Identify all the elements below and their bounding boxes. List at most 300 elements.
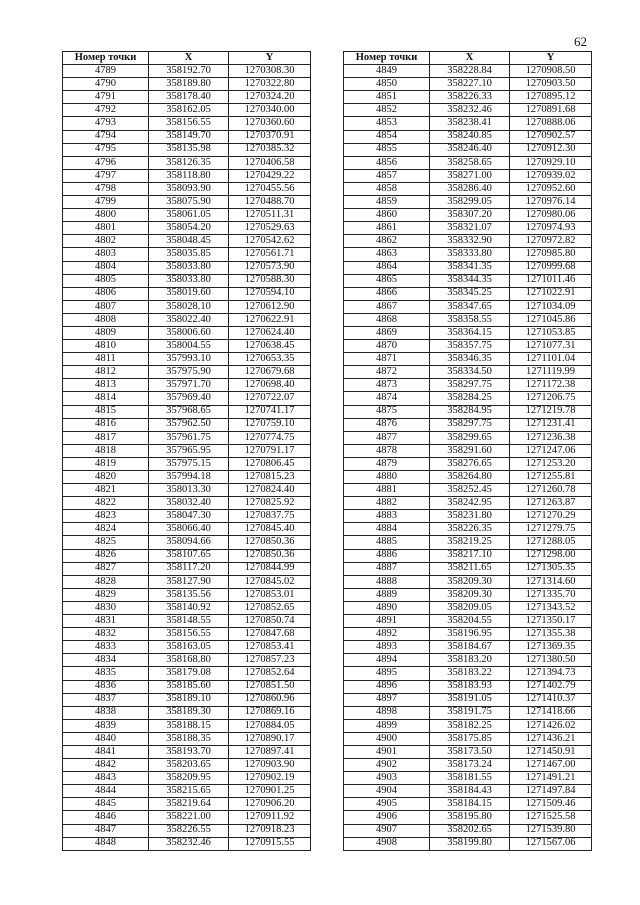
- cell-y: 1270980.06: [510, 209, 592, 222]
- cell-y: 1270791.17: [229, 444, 311, 457]
- cell-y: 1270853.41: [229, 641, 311, 654]
- cell-point-number: 4884: [344, 523, 430, 536]
- cell-y: 1270902.57: [510, 130, 592, 143]
- cell-point-number: 4892: [344, 628, 430, 641]
- cell-point-number: 4825: [63, 536, 149, 549]
- cell-point-number: 4837: [63, 693, 149, 706]
- cell-point-number: 4809: [63, 326, 149, 339]
- cell-x: 358173.24: [430, 759, 510, 772]
- cell-y: 1270952.60: [510, 182, 592, 195]
- cell-x: 358173.50: [430, 745, 510, 758]
- cell-point-number: 4906: [344, 811, 430, 824]
- cell-y: 1270976.14: [510, 196, 592, 209]
- table-row: [63, 418, 311, 431]
- cell-point-number: 4900: [344, 732, 430, 745]
- table-row: [344, 837, 592, 850]
- cell-point-number: 4839: [63, 719, 149, 732]
- cell-x: 358006.60: [149, 326, 229, 339]
- table-row: [344, 575, 592, 588]
- page-number: 62: [574, 34, 587, 49]
- cell-x: 358013.30: [149, 484, 229, 497]
- cell-x: 357969.40: [149, 392, 229, 405]
- cell-x: 358184.43: [430, 785, 510, 798]
- table-row: [344, 759, 592, 772]
- cell-x: 358297.75: [430, 379, 510, 392]
- cell-point-number: 4823: [63, 510, 149, 523]
- table-row: [63, 772, 311, 785]
- cell-x: 358184.15: [430, 798, 510, 811]
- header-point-number: Номер точки: [344, 52, 430, 65]
- cell-point-number: 4866: [344, 287, 430, 300]
- table-row: [63, 588, 311, 601]
- table-row: [63, 104, 311, 117]
- table-row: [344, 785, 592, 798]
- table-row: [344, 130, 592, 143]
- cell-y: 1270852.65: [229, 601, 311, 614]
- cell-point-number: 4886: [344, 549, 430, 562]
- table-row: [344, 772, 592, 785]
- cell-point-number: 4827: [63, 562, 149, 575]
- cell-point-number: 4834: [63, 654, 149, 667]
- cell-x: 358203.65: [149, 759, 229, 772]
- cell-x: 358178.40: [149, 91, 229, 104]
- cell-y: 1270741.17: [229, 405, 311, 418]
- table-row: [344, 484, 592, 497]
- cell-x: 358189.80: [149, 78, 229, 91]
- table-row: [63, 209, 311, 222]
- cell-y: 1270455.56: [229, 182, 311, 195]
- cell-x: 358140.92: [149, 601, 229, 614]
- table-row: [63, 405, 311, 418]
- table-row: [344, 497, 592, 510]
- cell-point-number: 4888: [344, 575, 430, 588]
- cell-y: 1271525.58: [510, 811, 592, 824]
- cell-point-number: 4882: [344, 497, 430, 510]
- table-row: [63, 274, 311, 287]
- cell-y: 1270850.74: [229, 615, 311, 628]
- cell-point-number: 4820: [63, 471, 149, 484]
- table-row: [63, 182, 311, 195]
- cell-point-number: 4795: [63, 143, 149, 156]
- cell-y: 1271236.38: [510, 431, 592, 444]
- table-row: [63, 248, 311, 261]
- cell-x: 357968.65: [149, 405, 229, 418]
- cell-x: 358048.45: [149, 235, 229, 248]
- cell-point-number: 4879: [344, 457, 430, 470]
- table-row: [63, 169, 311, 182]
- cell-y: 1270985.80: [510, 248, 592, 261]
- table-row: [344, 313, 592, 326]
- table-row: [63, 798, 311, 811]
- cell-x: 358211.65: [430, 562, 510, 575]
- cell-y: 1270918.23: [229, 824, 311, 837]
- cell-x: 357961.75: [149, 431, 229, 444]
- cell-x: 358135.98: [149, 143, 229, 156]
- cell-y: 1270929.10: [510, 156, 592, 169]
- cell-x: 358347.65: [430, 300, 510, 313]
- cell-y: 1270888.06: [510, 117, 592, 130]
- cell-point-number: 4845: [63, 798, 149, 811]
- table-row: [344, 405, 592, 418]
- cell-x: 358192.70: [149, 65, 229, 78]
- cell-y: 1271045.86: [510, 313, 592, 326]
- cell-point-number: 4833: [63, 641, 149, 654]
- table-row: [63, 130, 311, 143]
- table-row: [344, 143, 592, 156]
- cell-y: 1270624.40: [229, 326, 311, 339]
- table-row: [63, 392, 311, 405]
- cell-y: 1271288.05: [510, 536, 592, 549]
- table-row: [344, 222, 592, 235]
- cell-y: 1271206.75: [510, 392, 592, 405]
- cell-y: 1271539.80: [510, 824, 592, 837]
- table-row: [344, 824, 592, 837]
- cell-point-number: 4812: [63, 366, 149, 379]
- cell-x: 358307.20: [430, 209, 510, 222]
- cell-x: 358191.75: [430, 706, 510, 719]
- table-row: [63, 91, 311, 104]
- cell-point-number: 4848: [63, 837, 149, 850]
- cell-y: 1270815.23: [229, 471, 311, 484]
- table-row: [63, 732, 311, 745]
- cell-y: 1270429.22: [229, 169, 311, 182]
- cell-y: 1271077.31: [510, 340, 592, 353]
- cell-y: 1270912.30: [510, 143, 592, 156]
- cell-point-number: 4806: [63, 287, 149, 300]
- table-row: [63, 497, 311, 510]
- table-row: [344, 811, 592, 824]
- cell-point-number: 4864: [344, 261, 430, 274]
- cell-point-number: 4855: [344, 143, 430, 156]
- cell-y: 1270906.20: [229, 798, 311, 811]
- table-row: [344, 418, 592, 431]
- cell-x: 358299.05: [430, 196, 510, 209]
- cell-point-number: 4899: [344, 719, 430, 732]
- table-row: [63, 523, 311, 536]
- cell-point-number: 4800: [63, 209, 149, 222]
- cell-point-number: 4890: [344, 601, 430, 614]
- cell-point-number: 4801: [63, 222, 149, 235]
- cell-x: 358163.05: [149, 641, 229, 654]
- table-row: [63, 222, 311, 235]
- cell-y: 1270908.50: [510, 65, 592, 78]
- cell-x: 357971.70: [149, 379, 229, 392]
- cell-point-number: 4805: [63, 274, 149, 287]
- cell-x: 358284.25: [430, 392, 510, 405]
- cell-y: 1271380.50: [510, 654, 592, 667]
- table-row: [63, 261, 311, 274]
- cell-point-number: 4875: [344, 405, 430, 418]
- cell-x: 358284.95: [430, 405, 510, 418]
- cell-x: 358061.05: [149, 209, 229, 222]
- table-row: [63, 562, 311, 575]
- cell-x: 358227.10: [430, 78, 510, 91]
- cell-point-number: 4897: [344, 693, 430, 706]
- header-y: Y: [229, 52, 311, 65]
- table-row: [63, 575, 311, 588]
- table-row: [344, 169, 592, 182]
- cell-y: 1271410.37: [510, 693, 592, 706]
- header-x: X: [149, 52, 229, 65]
- cell-point-number: 4828: [63, 575, 149, 588]
- cell-y: 1270850.36: [229, 549, 311, 562]
- table-row: [344, 588, 592, 601]
- table-row: [344, 471, 592, 484]
- table-row: [344, 641, 592, 654]
- cell-point-number: 4797: [63, 169, 149, 182]
- cell-x: 358344.35: [430, 274, 510, 287]
- table-row: [344, 510, 592, 523]
- cell-y: 1271034.09: [510, 300, 592, 313]
- cell-x: 358193.70: [149, 745, 229, 758]
- cell-y: 1270972.82: [510, 235, 592, 248]
- table-row: [344, 615, 592, 628]
- table-row: [63, 156, 311, 169]
- table-row: [63, 431, 311, 444]
- cell-point-number: 4876: [344, 418, 430, 431]
- cell-x: 358364.15: [430, 326, 510, 339]
- cell-x: 358107.65: [149, 549, 229, 562]
- cell-point-number: 4840: [63, 732, 149, 745]
- cell-x: 358246.40: [430, 143, 510, 156]
- cell-x: 358209.05: [430, 601, 510, 614]
- table-row: [63, 117, 311, 130]
- cell-y: 1271247.06: [510, 444, 592, 457]
- cell-point-number: 4853: [344, 117, 430, 130]
- table-row: [344, 326, 592, 339]
- cell-point-number: 4791: [63, 91, 149, 104]
- cell-y: 1270824.40: [229, 484, 311, 497]
- cell-point-number: 4808: [63, 313, 149, 326]
- cell-y: 1270903.90: [229, 759, 311, 772]
- cell-x: 358228.84: [430, 65, 510, 78]
- cell-point-number: 4846: [63, 811, 149, 824]
- cell-y: 1271491.21: [510, 772, 592, 785]
- cell-y: 1270897.41: [229, 745, 311, 758]
- cell-y: 1270869.16: [229, 706, 311, 719]
- cell-point-number: 4908: [344, 837, 430, 850]
- cell-y: 1270825.92: [229, 497, 311, 510]
- cell-y: 1270857.23: [229, 654, 311, 667]
- cell-point-number: 4796: [63, 156, 149, 169]
- cell-point-number: 4830: [63, 601, 149, 614]
- cell-x: 358209.30: [430, 575, 510, 588]
- table-row: [63, 824, 311, 837]
- cell-y: 1270890.17: [229, 732, 311, 745]
- cell-y: 1271335.70: [510, 588, 592, 601]
- cell-y: 1271279.75: [510, 523, 592, 536]
- table-row: [344, 235, 592, 248]
- table-body-right: [344, 65, 592, 851]
- cell-y: 1270406.58: [229, 156, 311, 169]
- table-row: [344, 549, 592, 562]
- cell-y: 1271255.81: [510, 471, 592, 484]
- table-row: [63, 326, 311, 339]
- cell-point-number: 4807: [63, 300, 149, 313]
- table-row: [63, 444, 311, 457]
- table-row: [63, 745, 311, 758]
- cell-y: 1271263.87: [510, 497, 592, 510]
- cell-x: 358118.80: [149, 169, 229, 182]
- cell-y: 1270837.75: [229, 510, 311, 523]
- table-row: [63, 78, 311, 91]
- table-row: [344, 156, 592, 169]
- cell-point-number: 4856: [344, 156, 430, 169]
- cell-point-number: 4824: [63, 523, 149, 536]
- cell-y: 1270852.64: [229, 667, 311, 680]
- table-row: [344, 117, 592, 130]
- header-x: X: [430, 52, 510, 65]
- cell-x: 358358.55: [430, 313, 510, 326]
- table-row: [63, 340, 311, 353]
- cell-point-number: 4841: [63, 745, 149, 758]
- cell-y: 1271509.46: [510, 798, 592, 811]
- cell-x: 358196.95: [430, 628, 510, 641]
- table-row: [344, 274, 592, 287]
- cell-point-number: 4852: [344, 104, 430, 117]
- cell-x: 358209.30: [430, 588, 510, 601]
- table-row: [344, 431, 592, 444]
- cell-x: 358209.95: [149, 772, 229, 785]
- cell-point-number: 4817: [63, 431, 149, 444]
- table-row: [63, 536, 311, 549]
- cell-point-number: 4865: [344, 274, 430, 287]
- table-row: [63, 235, 311, 248]
- cell-y: 1270653.35: [229, 353, 311, 366]
- header-y: Y: [510, 52, 592, 65]
- table-row: [344, 667, 592, 680]
- cell-y: 1270308.30: [229, 65, 311, 78]
- cell-y: 1270542.62: [229, 235, 311, 248]
- table-row: [344, 536, 592, 549]
- cell-x: 358333.80: [430, 248, 510, 261]
- cell-y: 1270638.45: [229, 340, 311, 353]
- cell-x: 358264.80: [430, 471, 510, 484]
- table-row: [63, 196, 311, 209]
- cell-x: 358195.80: [430, 811, 510, 824]
- cell-point-number: 4869: [344, 326, 430, 339]
- cell-x: 358242.95: [430, 497, 510, 510]
- cell-point-number: 4804: [63, 261, 149, 274]
- cell-x: 358204.55: [430, 615, 510, 628]
- cell-x: 358291.60: [430, 444, 510, 457]
- cell-y: 1271172.38: [510, 379, 592, 392]
- cell-x: 358226.35: [430, 523, 510, 536]
- table-row: [344, 523, 592, 536]
- cell-x: 358276.65: [430, 457, 510, 470]
- cell-x: 358286.40: [430, 182, 510, 195]
- cell-point-number: 4819: [63, 457, 149, 470]
- cell-point-number: 4792: [63, 104, 149, 117]
- table-row: [344, 392, 592, 405]
- cell-x: 358162.05: [149, 104, 229, 117]
- table-row: [63, 719, 311, 732]
- cell-x: 357975.15: [149, 457, 229, 470]
- cell-x: 358075.90: [149, 196, 229, 209]
- cell-y: 1271450.91: [510, 745, 592, 758]
- cell-y: 1270999.68: [510, 261, 592, 274]
- cell-y: 1270884.05: [229, 719, 311, 732]
- cell-y: 1270622.91: [229, 313, 311, 326]
- cell-x: 358258.65: [430, 156, 510, 169]
- cell-y: 1271567.06: [510, 837, 592, 850]
- cell-x: 358022.40: [149, 313, 229, 326]
- cell-y: 1271369.35: [510, 641, 592, 654]
- cell-point-number: 4816: [63, 418, 149, 431]
- table-row: [63, 654, 311, 667]
- table-body-left: [63, 65, 311, 851]
- cell-point-number: 4859: [344, 196, 430, 209]
- cell-y: 1270370.91: [229, 130, 311, 143]
- cell-point-number: 4902: [344, 759, 430, 772]
- cell-point-number: 4799: [63, 196, 149, 209]
- cell-point-number: 4842: [63, 759, 149, 772]
- cell-y: 1270845.02: [229, 575, 311, 588]
- table-row: [63, 837, 311, 850]
- cell-point-number: 4793: [63, 117, 149, 130]
- cell-x: 358181.55: [430, 772, 510, 785]
- cell-x: 358252.45: [430, 484, 510, 497]
- table-row: [344, 340, 592, 353]
- cell-x: 358126.35: [149, 156, 229, 169]
- cell-x: 357993.10: [149, 353, 229, 366]
- cell-x: 358093.90: [149, 182, 229, 195]
- cell-y: 1270698.40: [229, 379, 311, 392]
- cell-x: 358182.25: [430, 719, 510, 732]
- table-row: [344, 261, 592, 274]
- cell-y: 1270340.00: [229, 104, 311, 117]
- table-row: [63, 457, 311, 470]
- cell-point-number: 4907: [344, 824, 430, 837]
- cell-y: 1271305.35: [510, 562, 592, 575]
- cell-x: 358094.66: [149, 536, 229, 549]
- cell-x: 358032.40: [149, 497, 229, 510]
- table-row: [344, 628, 592, 641]
- cell-point-number: 4891: [344, 615, 430, 628]
- cell-y: 1270722.07: [229, 392, 311, 405]
- cell-point-number: 4798: [63, 182, 149, 195]
- cell-x: 358189.10: [149, 693, 229, 706]
- cell-point-number: 4803: [63, 248, 149, 261]
- cell-y: 1271022.91: [510, 287, 592, 300]
- table-row: [344, 353, 592, 366]
- cell-y: 1271253.20: [510, 457, 592, 470]
- cell-x: 358271.00: [430, 169, 510, 182]
- coordinates-table-left: [62, 51, 311, 851]
- cell-y: 1270844.99: [229, 562, 311, 575]
- cell-point-number: 4847: [63, 824, 149, 837]
- cell-x: 358321.07: [430, 222, 510, 235]
- cell-y: 1270511.31: [229, 209, 311, 222]
- table-row: [63, 471, 311, 484]
- cell-y: 1271418.66: [510, 706, 592, 719]
- cell-point-number: 4889: [344, 588, 430, 601]
- cell-point-number: 4802: [63, 235, 149, 248]
- cell-x: 358066.40: [149, 523, 229, 536]
- table-row: [344, 745, 592, 758]
- table-row: [344, 706, 592, 719]
- cell-point-number: 4880: [344, 471, 430, 484]
- cell-y: 1270385.32: [229, 143, 311, 156]
- table-row: [344, 300, 592, 313]
- cell-point-number: 4894: [344, 654, 430, 667]
- cell-x: 358019.60: [149, 287, 229, 300]
- cell-x: 358219.64: [149, 798, 229, 811]
- cell-point-number: 4860: [344, 209, 430, 222]
- cell-point-number: 4898: [344, 706, 430, 719]
- table-row: [344, 379, 592, 392]
- cell-y: 1271101.04: [510, 353, 592, 366]
